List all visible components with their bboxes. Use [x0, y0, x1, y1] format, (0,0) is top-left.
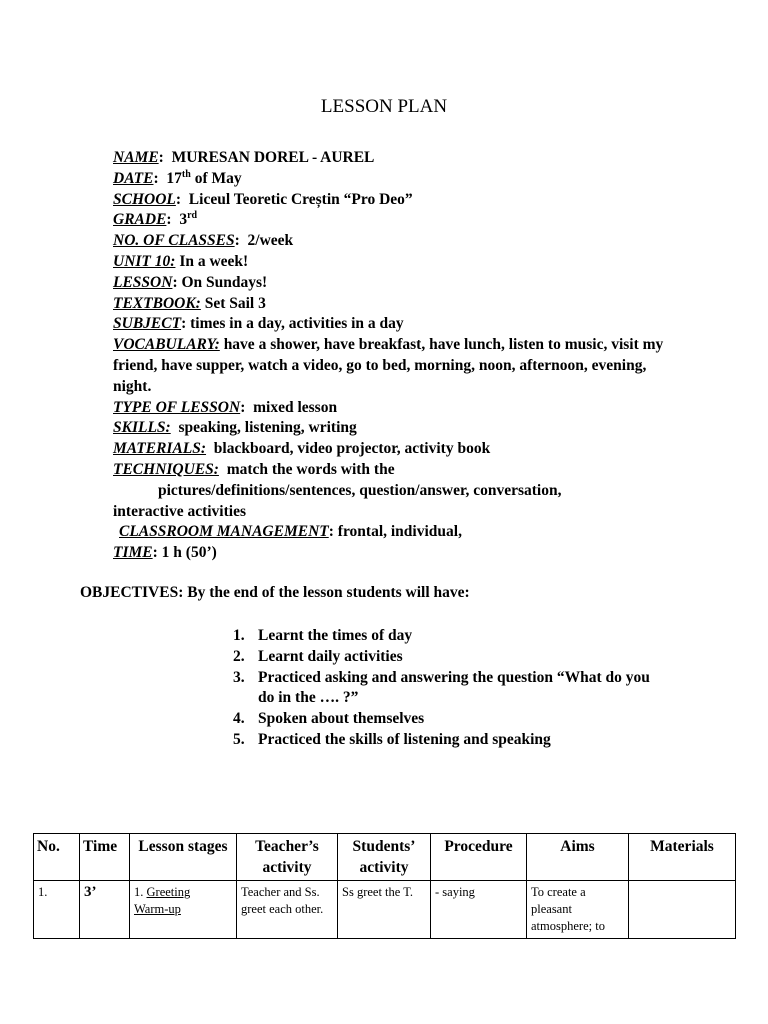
objective-number: 5. [233, 730, 245, 748]
field-value: speaking, listening, writing [170, 419, 357, 437]
column-header-procedure: Procedure [431, 834, 527, 881]
objective-number: 3. [233, 668, 245, 686]
field-label: NAME [113, 149, 159, 166]
unit-field [113, 252, 673, 273]
objective-text: Learnt the times of day [258, 627, 413, 644]
field-label: SCHOOL [113, 190, 176, 208]
objective-item [233, 668, 663, 710]
materials-field [113, 439, 673, 460]
cell-students-activity: Ss greet the T. [338, 881, 431, 939]
column-header-students-activity: Students’ activity [338, 834, 431, 881]
field-value: On Sundays! [177, 273, 268, 291]
document-title: LESSON PLAN [320, 96, 448, 117]
field-label: MATERIALS: [113, 440, 207, 458]
date-field: DATE: 17th of May [113, 168, 242, 187]
field-value: mixed lesson [245, 398, 338, 416]
column-header-time: Time [80, 834, 130, 881]
field-value-continued: interactive activities [113, 502, 246, 520]
objective-item [233, 626, 663, 647]
cell-materials [629, 881, 736, 939]
field-label: NO. OF CLASSES [113, 232, 235, 250]
field-value: Set Sail 3 [200, 294, 266, 312]
field-value: In a week! [175, 252, 249, 270]
objective-text: Spoken about themselves [258, 710, 425, 728]
field-value: 3 [171, 211, 188, 229]
table-header-row [34, 834, 736, 881]
field-label: GRADE [113, 211, 167, 229]
field-value: have a shower, have breakfast, have lunch, listen to music, visit my friend, have supper, watch a video, go to bed, morning, noon, afternoon, evening, night. [113, 336, 668, 395]
field-label: TECHNIQUES: [113, 460, 219, 478]
field-label: SUBJECT [113, 315, 182, 333]
cell-time: 3’ [80, 881, 130, 939]
field-value: 2/week [239, 232, 294, 250]
lesson-details [113, 148, 673, 564]
objective-number: 4. [233, 710, 245, 728]
field-value: MURESAN DOREL - AUREL [163, 149, 375, 166]
techniques-field [113, 460, 673, 522]
table-row [34, 881, 736, 939]
objective-item [233, 730, 663, 751]
objective-text: Practiced the skills of listening and speaking [258, 730, 551, 748]
column-header-materials: Materials [629, 834, 736, 881]
field-value: times in a day, activities in a day [186, 315, 404, 333]
subject-field: SUBJECT: times in a day, activities in a day [113, 315, 404, 333]
field-label: DATE [113, 169, 154, 187]
field-value: match the words with the [218, 460, 395, 478]
objective-text: Practiced asking and answering the question “What do you do in the …. ?” [258, 668, 650, 707]
classes-field: NO. OF CLASSES: 2/week [113, 232, 294, 250]
classroom-management-field: CLASSROOM MANAGEMENT: frontal, individual, [119, 523, 462, 541]
vocabulary-field [113, 335, 673, 397]
field-label: CLASSROOM MANAGEMENT [119, 523, 329, 541]
field-label: SKILLS: [113, 419, 171, 437]
column-header-no: No. [34, 834, 80, 881]
lesson-stages-table [33, 833, 736, 939]
field-value: 1 h (50’) [157, 544, 217, 562]
cell-lesson-stage: 1. Greeting Warm-up [130, 881, 237, 939]
grade-field: GRADE: 3rd [113, 210, 198, 229]
objective-item [233, 709, 663, 730]
objective-number: 1. [233, 627, 245, 644]
column-header-lesson-stages: Lesson stages [130, 834, 237, 881]
field-label: TIME [113, 544, 153, 562]
objectives-list [233, 626, 663, 751]
lesson-type-field: TYPE OF LESSON: mixed lesson [113, 398, 338, 416]
field-value-continued: pictures/definitions/sentences, question/answer, conversation, [158, 481, 562, 499]
column-header-teachers-activity: Teacher’s activity [237, 834, 338, 881]
field-label: TYPE OF LESSON [113, 398, 241, 416]
field-label: TEXTBOOK: [113, 294, 201, 312]
field-value: frontal, individual, [333, 523, 462, 541]
cell-aims: To create a pleasant atmosphere; to [527, 881, 629, 939]
column-header-aims: Aims [527, 834, 629, 881]
textbook-field [113, 294, 673, 315]
school-field: SCHOOL: Liceul Teoretic Creștin “Pro Deo” [113, 190, 413, 208]
objective-number: 2. [233, 647, 245, 665]
objective-text: Learnt daily activities [258, 647, 403, 665]
field-value: blackboard, video projector, activity book [206, 440, 491, 458]
objectives-heading: OBJECTIVES: By the end of the lesson students will have: [80, 584, 470, 601]
cell-no: 1. [34, 881, 80, 939]
lesson-field: LESSON: On Sundays! [113, 273, 268, 291]
field-value: Liceul Teoretic Creștin “Pro Deo” [181, 190, 413, 208]
skills-field [113, 418, 673, 439]
name-field: NAME: MURESAN DOREL - AUREL [113, 149, 375, 166]
cell-teachers-activity: Teacher and Ss. greet each other. [237, 881, 338, 939]
objective-item [233, 647, 663, 668]
field-label: LESSON [113, 273, 173, 291]
field-label: VOCABULARY: [113, 336, 220, 354]
field-value: 17 [158, 169, 182, 187]
field-label: UNIT 10: [113, 252, 176, 270]
cell-procedure: - saying [431, 881, 527, 939]
time-field: TIME: 1 h (50’) [113, 544, 217, 562]
